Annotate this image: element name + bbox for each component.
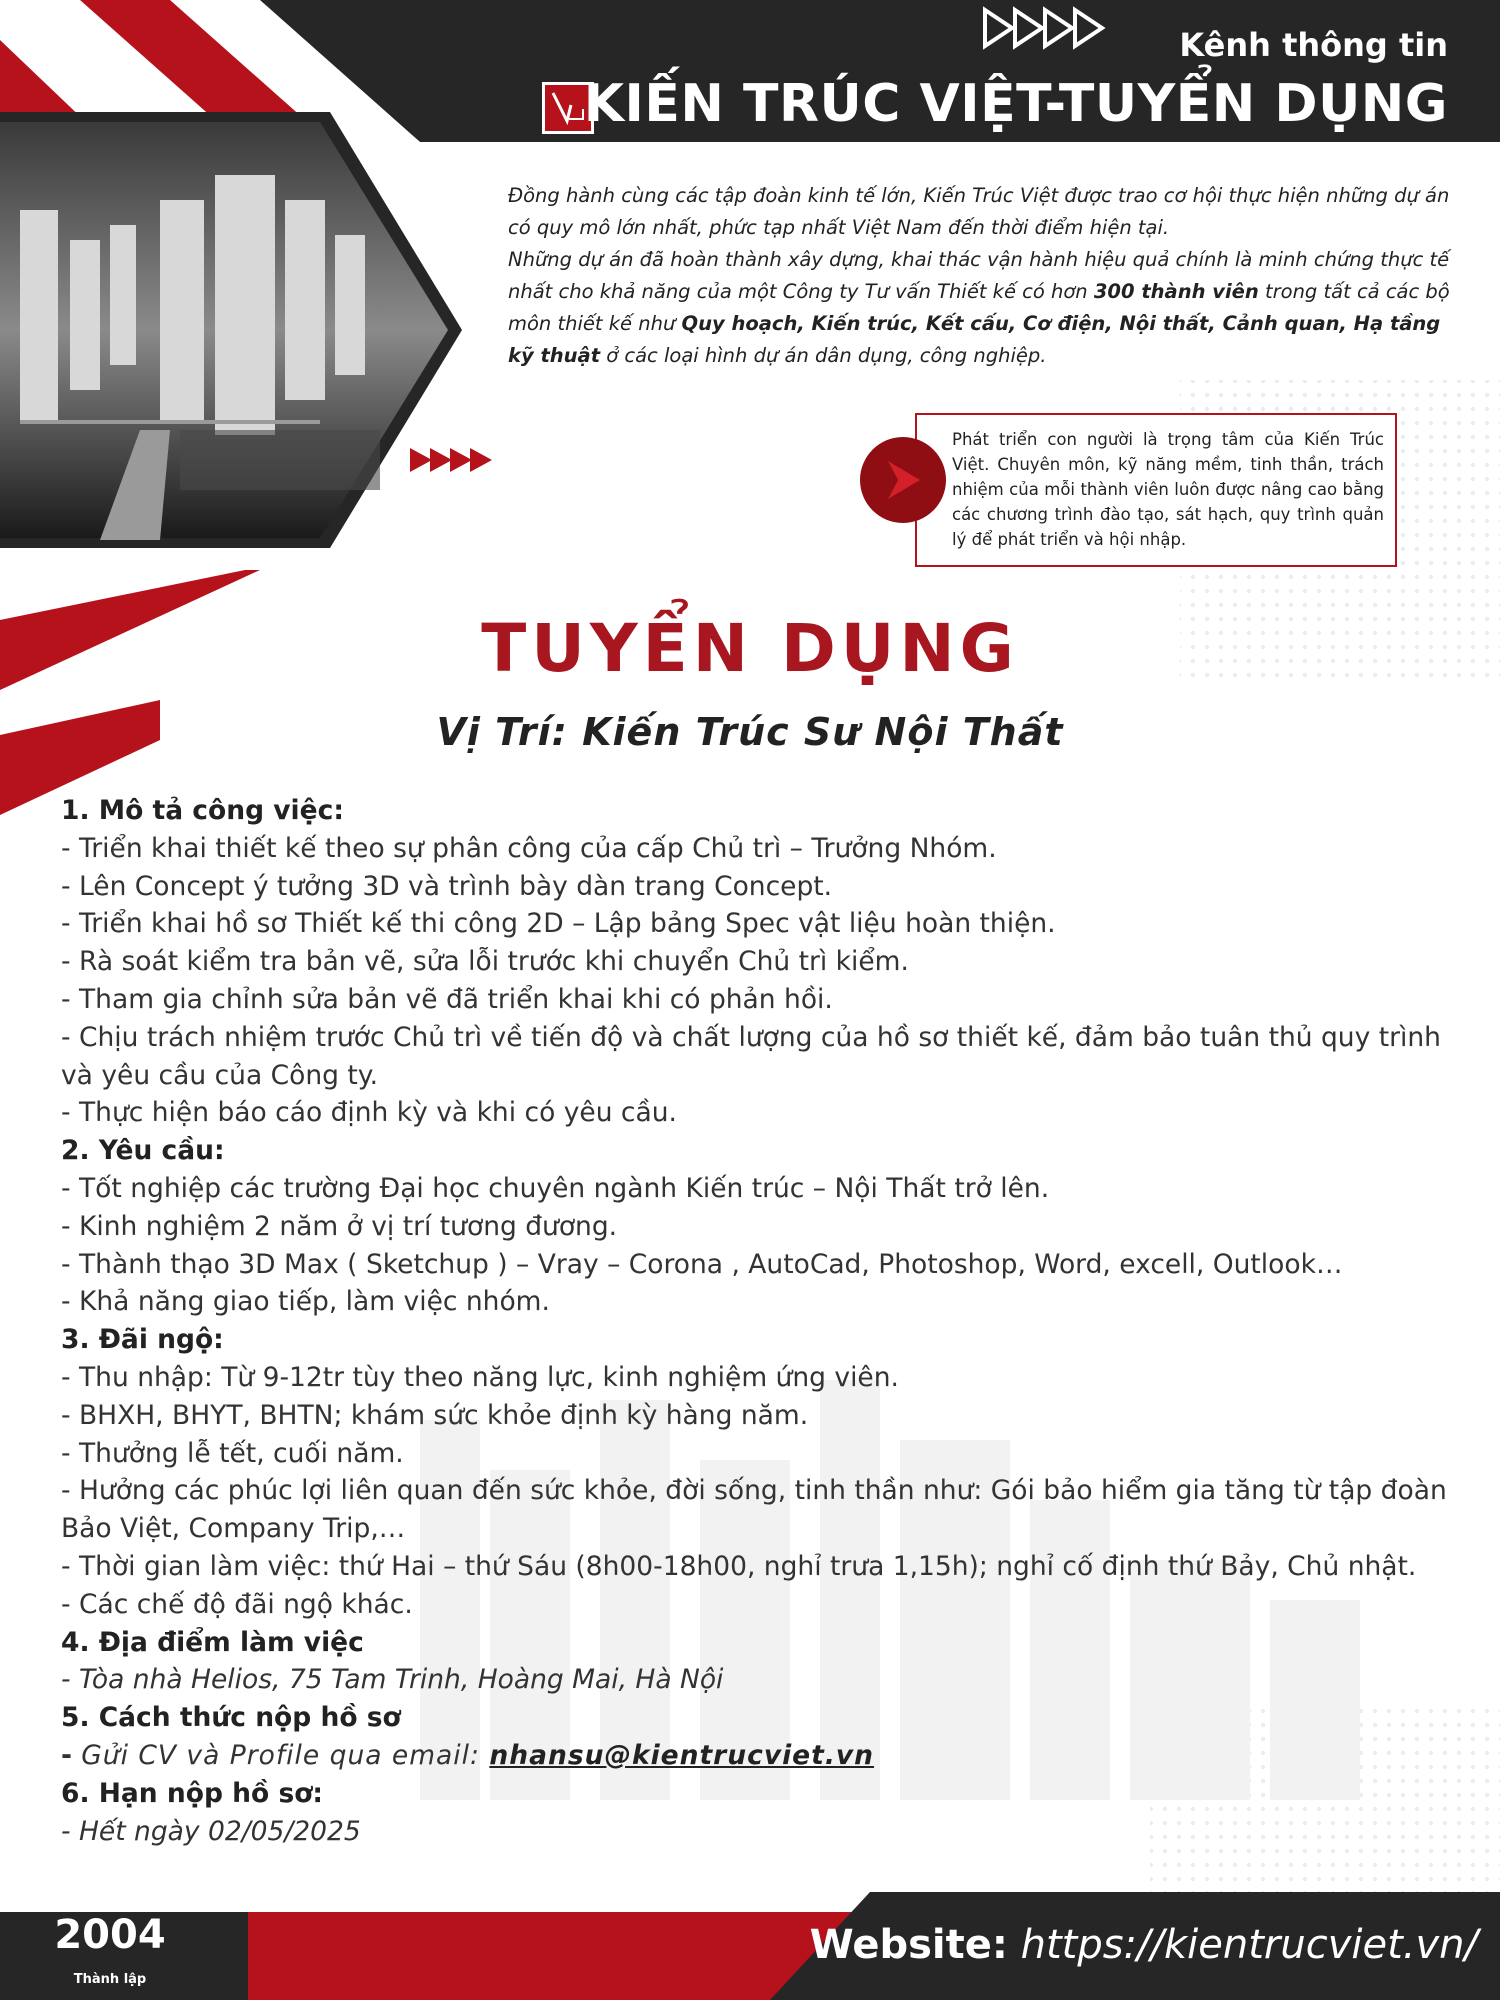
founded-label: Thành lập (73, 1972, 147, 1987)
section-2-title: 2. Yêu cầu: (61, 1135, 225, 1167)
channel-label: Kênh thông tin (1179, 26, 1448, 64)
list-item: - Hưởng các phúc lợi liên quan đến sức khỏe, đời sống, tinh thần như: Gói bảo hiểm gia tăng từ tập đoàn Bảo Việt, Company Trip,… (61, 1475, 1447, 1545)
page-title: TUYỂN DỤNG (481, 610, 1019, 687)
intro-p2 (508, 244, 1450, 372)
bullet-dash: - (61, 1739, 82, 1771)
intro-p2-c: trong tất cả các bộ môn thiết kế như (508, 280, 1450, 335)
website-link[interactable]: https://kientrucviet.vn/ (1007, 1922, 1478, 1968)
intro-p2-e: ở các loại hình dự án dân dụng, công nghiệp. (600, 344, 1047, 367)
list-item: - Thực hiện báo cáo định kỳ và khi có yêu cầu. (61, 1097, 677, 1129)
intro-p1: Đồng hành cùng các tập đoàn kinh tế lớn, Kiến Trúc Việt được trao cơ hội thực hiện những dự án có quy mô lớn nhất, phức tạp nhất Việt Nam đến thời điểm hiện tại. (508, 184, 1450, 239)
list-item: - Rà soát kiểm tra bản vẽ, sửa lỗi trước khi chuyển Chủ trì kiểm. (61, 946, 909, 978)
list-item: - Triển khai thiết kế theo sự phân công của cấp Chủ trì – Trưởng Nhóm. (61, 832, 997, 864)
list-item: - Thời gian làm việc: thứ Hai – thứ Sáu (8h00-18h00, nghỉ trưa 1,15h); nghỉ cố định thứ Bảy, Chủ nhật. (61, 1550, 1417, 1582)
intro-paragraph (508, 180, 1450, 372)
application-text: Gửi CV và Profile qua email: (81, 1739, 490, 1771)
list-item: - Thành thạo 3D Max ( Sketchup ) – Vray – Corona , AutoCad, Photoshop, Word, excell, Outlook… (61, 1248, 1343, 1280)
list-item: - Lên Concept ý tưởng 3D và trình bày dàn trang Concept. (61, 870, 833, 902)
callout-text: Phát triển con người là trọng tâm của Kiến Trúc Việt. Chuyên môn, kỹ năng mềm, tinh thần, trách nhiệm của mỗi thành viên luôn được nâng cao bằng các chương trình đào tạo, sát hạch, quy trình quản lý để phát triển và hội nhập. (952, 430, 1384, 549)
position-title: Vị Trí: Kiến Trúc Sư Nội Thất (436, 710, 1064, 754)
section-4-title: 4. Địa điểm làm việc (61, 1626, 364, 1658)
website-label: Website: (809, 1922, 1008, 1968)
section-5-title: 5. Cách thức nộp hồ sơ (61, 1702, 401, 1734)
list-item: - Các chế độ đãi ngộ khác. (61, 1588, 413, 1620)
list-item: - Triển khai hồ sơ Thiết kế thi công 2D – Lập bảng Spec vật liệu hoàn thiện. (61, 908, 1056, 940)
callout-arrow-icon (860, 437, 946, 523)
deadline: - Hết ngày 02/05/2025 (61, 1815, 361, 1847)
list-item: - BHXH, BHYT, BHTN; khám sức khỏe định kỳ hàng năm. (61, 1399, 809, 1431)
email-link[interactable]: nhansu@kientrucviet.vn (489, 1739, 875, 1771)
callout-box (915, 413, 1397, 567)
intro-disciplines: Quy hoạch, Kiến trúc, Kết cấu, Cơ điện, Nội thất, Cảnh quan, Hạ tầng kỹ thuật (508, 312, 1441, 367)
list-item: - Chịu trách nhiệm trước Chủ trì về tiến độ và chất lượng của hồ sơ thiết kế, đảm bảo tuân thủ quy trình và yêu cầu của Công ty. (61, 1021, 1441, 1091)
list-item: - Thưởng lễ tết, cuối năm. (61, 1437, 404, 1469)
list-item: - Tốt nghiệp các trường Đại học chuyên ngành Kiến trúc – Nội Thất trở lên. (61, 1172, 1050, 1204)
section-3-title: 3. Đãi ngộ: (61, 1324, 224, 1356)
work-location: - Tòa nhà Helios, 75 Tam Trinh, Hoàng Mai, Hà Nội (61, 1664, 724, 1696)
website (810, 1922, 1478, 1968)
section-1-title: 1. Mô tả công việc: (61, 795, 344, 826)
intro-members: 300 thành viên (1093, 280, 1259, 303)
intro-p2-a: Những dự án đã hoàn thành xây dựng, khai thác vận hành hiệu quả chính là minh chứng thực tế nhất cho khả năng của một Công ty Tư vấn Thiết kế có hơn (508, 248, 1450, 303)
brand-title: KIẾN TRÚC VIỆT-TUYỂN DỤNG (583, 74, 1448, 134)
founded-year: 2004 (54, 1912, 166, 1958)
job-description (61, 792, 1451, 1850)
list-item: - Tham gia chỉnh sửa bản vẽ đã triển khai khi có phản hồi. (61, 983, 833, 1015)
arrow-chevrons-icon (410, 448, 492, 472)
application-method (61, 1737, 1451, 1775)
list-item: - Kinh nghiệm 2 năm ở vị trí tương đương. (61, 1210, 618, 1242)
section-6-title: 6. Hạn nộp hồ sơ: (61, 1777, 324, 1809)
list-item: - Khả năng giao tiếp, làm việc nhóm. (61, 1286, 550, 1318)
list-item: - Thu nhập: Từ 9-12tr tùy theo năng lực, kinh nghiệm ứng viên. (61, 1361, 899, 1393)
